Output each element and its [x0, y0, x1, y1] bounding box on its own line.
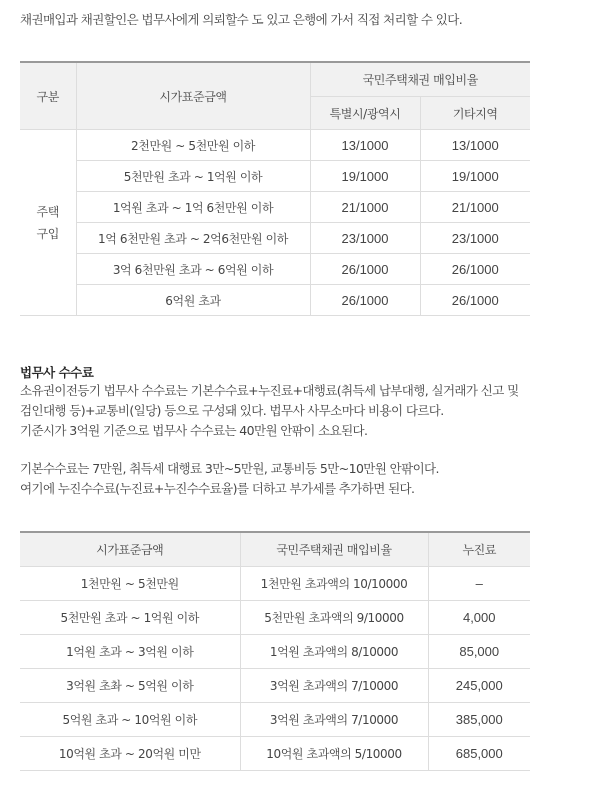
category-label-line1: 주택 — [36, 204, 59, 219]
bond-purchase-rate-table — [20, 61, 530, 316]
price-range-cell: 1억원 초과 ~ 1억 6천만원 이하 — [76, 192, 310, 223]
other-rate-cell: 19/1000 — [420, 161, 530, 192]
table-row — [20, 192, 530, 223]
header-metro: 특별시/광역시 — [310, 97, 420, 130]
table-row — [20, 567, 530, 601]
metro-rate-cell: 26/1000 — [310, 254, 420, 285]
progressive-fee-table — [20, 531, 530, 771]
table-row — [20, 703, 530, 737]
metro-rate-cell: 23/1000 — [310, 223, 420, 254]
table-row — [20, 285, 530, 316]
other-rate-cell: 13/1000 — [420, 130, 530, 161]
fee-cell: 4,000 — [428, 601, 530, 635]
metro-rate-cell: 13/1000 — [310, 130, 420, 161]
header-bond-rate: 국민주택채권 매입비율 — [310, 62, 530, 97]
header-category: 구분 — [20, 62, 76, 130]
metro-rate-cell: 26/1000 — [310, 285, 420, 316]
rate-cell: 1천만원 초과액의 10/10000 — [240, 567, 428, 601]
header-standard-price: 시가표준금액 — [76, 62, 310, 130]
header-progressive-fee: 누진료 — [428, 532, 530, 567]
price-range-cell: 3억원 초촤 ~ 5억원 이하 — [20, 669, 240, 703]
header-other-region: 기타지역 — [420, 97, 530, 130]
rate-cell: 1억원 초과액의 8/10000 — [240, 635, 428, 669]
price-range-cell: 1천만원 ~ 5천만원 — [20, 567, 240, 601]
table-row — [20, 635, 530, 669]
category-label-line2: 구입 — [36, 226, 59, 241]
rate-cell: 3억원 초과액의 7/10000 — [240, 703, 428, 737]
header-bond-rate: 국민주택채권 매입비율 — [240, 532, 428, 567]
price-range-cell: 2천만원 ~ 5천만원 이하 — [76, 130, 310, 161]
table-row — [20, 161, 530, 192]
price-range-cell: 5천만원 초과 ~ 1억원 이하 — [20, 601, 240, 635]
table-row — [20, 223, 530, 254]
other-rate-cell: 21/1000 — [420, 192, 530, 223]
rate-cell: 3억원 초과액의 7/10000 — [240, 669, 428, 703]
table-row — [20, 254, 530, 285]
fee-cell: – — [428, 567, 530, 601]
price-range-cell: 3억 6천만원 초과 ~ 6억원 이하 — [76, 254, 310, 285]
fee-paragraph-line: 검인대행 등)+교통비(일당) 등으로 구성돼 있다. 법무사 사무소마다 비용이 다르다. — [20, 403, 444, 418]
other-rate-cell: 23/1000 — [420, 223, 530, 254]
fee-cell: 385,000 — [428, 703, 530, 737]
price-range-cell: 5천만원 초과 ~ 1억원 이하 — [76, 161, 310, 192]
price-range-cell: 10억원 초과 ~ 20억원 미만 — [20, 737, 240, 771]
fee-cell: 245,000 — [428, 669, 530, 703]
price-range-cell: 6억원 초과 — [76, 285, 310, 316]
fee-cell: 685,000 — [428, 737, 530, 771]
price-range-cell: 1억 6천만원 초과 ~ 2억6천만원 이하 — [76, 223, 310, 254]
fee-cell: 85,000 — [428, 635, 530, 669]
other-rate-cell: 26/1000 — [420, 285, 530, 316]
metro-rate-cell: 19/1000 — [310, 161, 420, 192]
price-range-cell: 1억원 초과 ~ 3억원 이하 — [20, 635, 240, 669]
fee-paragraph-line: 기본수수료는 7만원, 취득세 대행료 3만~5만원, 교통비등 5만~10만원 안팎이다. — [20, 461, 439, 476]
other-rate-cell: 26/1000 — [420, 254, 530, 285]
fee-paragraph-line: 소유권이전등기 법무사 수수료는 기본수수료+누진료+대행료(취득세 납부대행, 실거래가 신고 및 — [20, 383, 519, 398]
table-row — [20, 130, 530, 161]
table-row — [20, 669, 530, 703]
intro-text: 채권매입과 채권할인은 법무사에게 의뢰할수 도 있고 은행에 가서 직접 처리할 수 있다. — [20, 12, 463, 27]
table-row — [20, 737, 530, 771]
table-row — [20, 601, 530, 635]
fee-paragraph-line: 기준시가 3억원 기준으로 법무사 수수료는 40만원 안팎이 소요된다. — [20, 423, 368, 438]
rate-cell: 10억원 초과액의 5/10000 — [240, 737, 428, 771]
metro-rate-cell: 21/1000 — [310, 192, 420, 223]
price-range-cell: 5억원 초과 ~ 10억원 이하 — [20, 703, 240, 737]
rate-cell: 5천만원 초과액의 9/10000 — [240, 601, 428, 635]
fee-paragraph-line: 여기에 누진수수료(누진료+누진수수료율)를 더하고 부가세를 추가하면 된다. — [20, 481, 415, 496]
header-standard-price: 시가표준금액 — [20, 532, 240, 567]
category-cell — [20, 130, 76, 316]
fee-section-heading: 법무사 수수료 — [20, 365, 94, 380]
